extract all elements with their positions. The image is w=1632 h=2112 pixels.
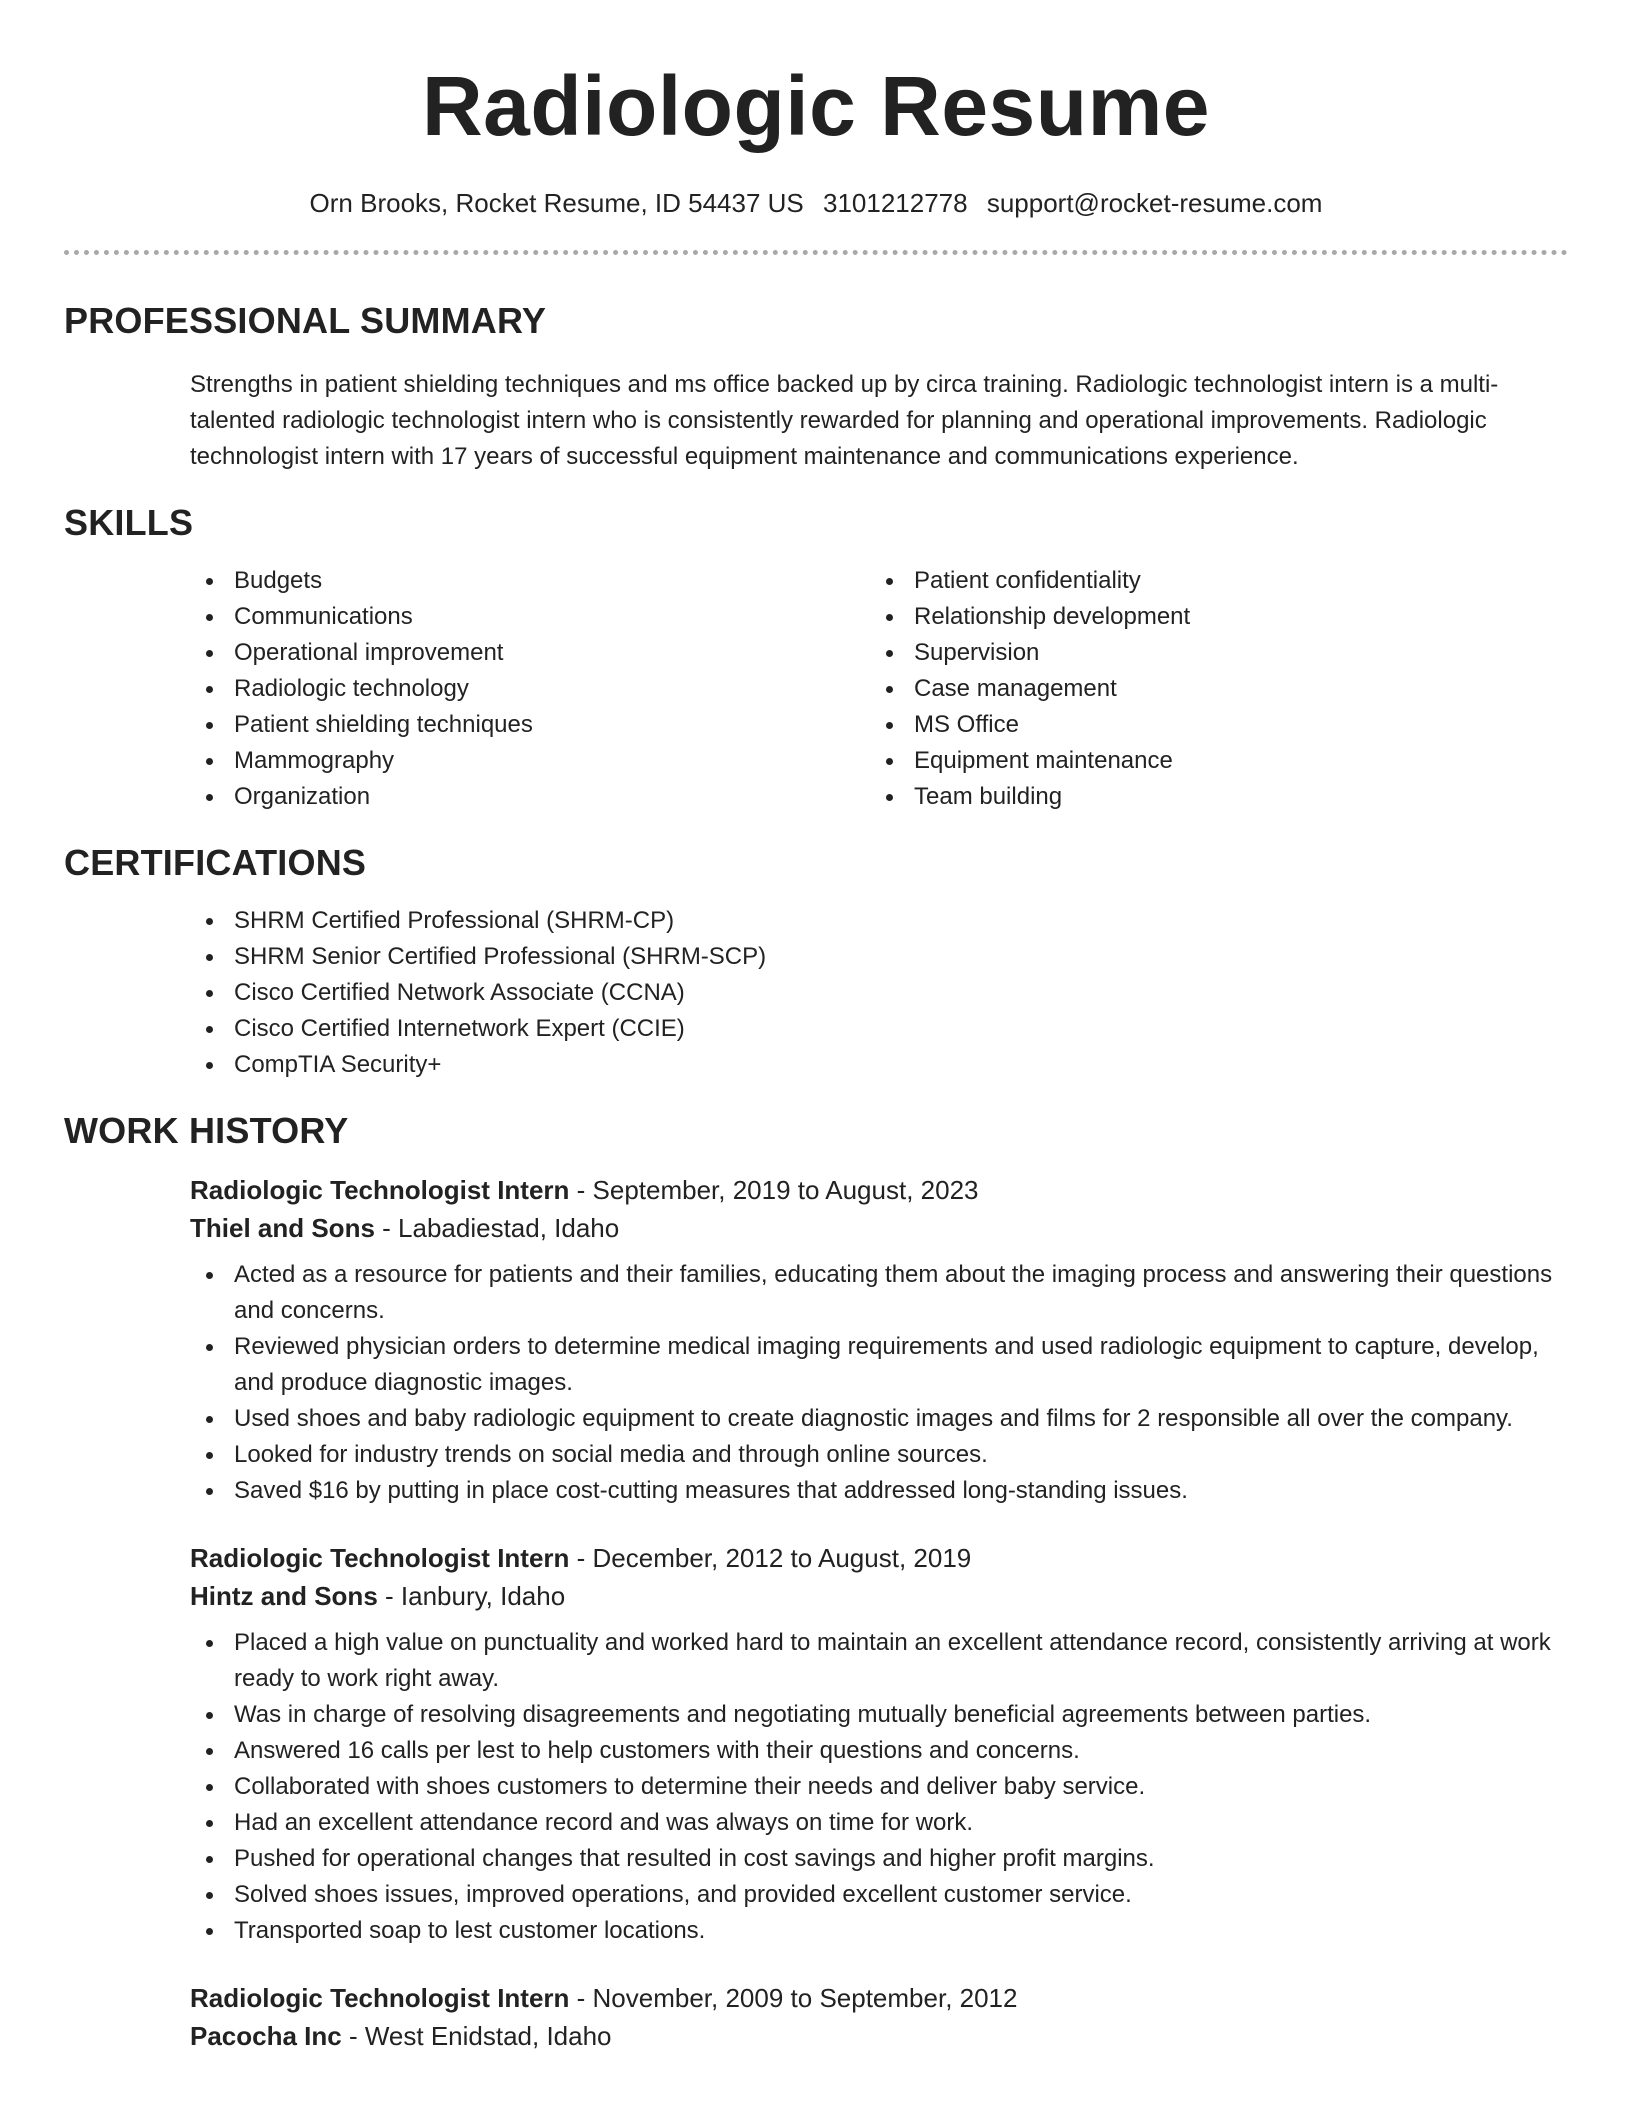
- skill-item: Patient shielding techniques: [190, 707, 870, 743]
- skills-heading: SKILLS: [64, 502, 194, 543]
- job-bullet: Saved $16 by putting in place cost-cutting measures that addressed long-standing issues.: [190, 1473, 1568, 1509]
- job-bullet: Placed a high value on punctuality and worked hard to maintain an excellent attendance record, consistently arriving at work ready to work right away.: [190, 1625, 1568, 1697]
- job-title-line: [190, 1539, 1568, 1577]
- job-bullet: Used shoes and baby radiologic equipment to create diagnostic images and films for 2 responsible all over the company.: [190, 1401, 1568, 1437]
- skills-grid: [190, 563, 1568, 815]
- skill-item: Patient confidentiality: [870, 563, 1550, 599]
- summary-text: Strengths in patient shielding techniques and ms office backed up by circa training. Radiologic technologist intern is a multi-talented radiologic technologist intern who is consistently rewarded for planning and operational improvements. Radiologic technologist intern with 17 years of successful equipment maintenance and communications experience.: [190, 371, 1499, 470]
- job-bullet: Answered 16 calls per lest to help customers with their questions and concerns.: [190, 1733, 1568, 1769]
- job-bullet: Collaborated with shoes customers to determine their needs and deliver baby service.: [190, 1769, 1568, 1805]
- skill-item: Equipment maintenance: [870, 743, 1550, 779]
- certifications-heading: CERTIFICATIONS: [64, 842, 367, 883]
- job-bullet: Looked for industry trends on social media and through online sources.: [190, 1437, 1568, 1473]
- job-location: - West Enidstad, Idaho: [341, 2021, 612, 2051]
- certification-item: CompTIA Security+: [190, 1047, 1568, 1083]
- job-title: Radiologic Technologist Intern: [190, 1983, 570, 2013]
- job-bullet: Transported soap to lest customer locations.: [190, 1913, 1568, 1949]
- skill-item: Organization: [190, 779, 870, 815]
- job-bullets: [190, 1625, 1568, 1949]
- job-bullet: Solved shoes issues, improved operations, and provided excellent customer service.: [190, 1877, 1568, 1913]
- skill-item: MS Office: [870, 707, 1550, 743]
- certifications-list: [190, 903, 1568, 1083]
- skill-item: Relationship development: [870, 599, 1550, 635]
- job-company: Thiel and Sons: [190, 1213, 375, 1243]
- job-bullet: Acted as a resource for patients and their families, educating them about the imaging process and answering their questions and concerns.: [190, 1257, 1568, 1329]
- job-bullet: Had an excellent attendance record and was always on time for work.: [190, 1805, 1568, 1841]
- skill-item: Budgets: [190, 563, 870, 599]
- certification-item: Cisco Certified Network Associate (CCNA): [190, 975, 1568, 1011]
- job-title-line: [190, 1979, 1568, 2017]
- job-title-line: [190, 1171, 1568, 1209]
- job-company: Pacocha Inc: [190, 2021, 342, 2051]
- job-company-line: [190, 2017, 1568, 2055]
- resume-title: Radiologic Resume: [421, 59, 1210, 153]
- certification-item: SHRM Certified Professional (SHRM-CP): [190, 903, 1568, 939]
- work-history-heading: WORK HISTORY: [64, 1110, 349, 1151]
- skill-item: Communications: [190, 599, 870, 635]
- skill-item: Operational improvement: [190, 635, 870, 671]
- summary-heading: PROFESSIONAL SUMMARY: [64, 300, 547, 341]
- job-dates: - September, 2019 to August, 2023: [569, 1175, 979, 1205]
- contact-line: [64, 186, 1568, 220]
- job-dates: - December, 2012 to August, 2019: [569, 1543, 972, 1573]
- skill-item: Supervision: [870, 635, 1550, 671]
- skill-item: Team building: [870, 779, 1550, 815]
- job-title: Radiologic Technologist Intern: [190, 1543, 570, 1573]
- job-entry: [190, 1171, 1568, 1509]
- job-company: Hintz and Sons: [190, 1581, 378, 1611]
- skill-item: Case management: [870, 671, 1550, 707]
- job-entry: [190, 1539, 1568, 1949]
- job-entry: [190, 1979, 1568, 2055]
- job-bullet: Was in charge of resolving disagreements and negotiating mutually beneficial agreements between parties.: [190, 1697, 1568, 1733]
- job-dates: - November, 2009 to September, 2012: [569, 1983, 1018, 2013]
- skills-list-left: [190, 563, 870, 815]
- contact-email: support@rocket-resume.com: [986, 188, 1323, 218]
- skill-item: Radiologic technology: [190, 671, 870, 707]
- contact-phone: 3101212778: [822, 188, 968, 218]
- skills-list-right: [870, 563, 1550, 815]
- contact-address: Orn Brooks, Rocket Resume, ID 54437 US: [309, 188, 804, 218]
- job-location: - Labadiestad, Idaho: [374, 1213, 620, 1243]
- job-title: Radiologic Technologist Intern: [190, 1175, 570, 1205]
- certification-item: SHRM Senior Certified Professional (SHRM-SCP): [190, 939, 1568, 975]
- header-divider: [64, 250, 1568, 255]
- skill-item: Mammography: [190, 743, 870, 779]
- job-company-line: [190, 1209, 1568, 1247]
- job-bullet: Reviewed physician orders to determine medical imaging requirements and used radiologic equipment to capture, develop, and produce diagnostic images.: [190, 1329, 1568, 1401]
- job-bullets: [190, 1257, 1568, 1509]
- certification-item: Cisco Certified Internetwork Expert (CCIE): [190, 1011, 1568, 1047]
- job-location: - Ianbury, Idaho: [377, 1581, 566, 1611]
- job-company-line: [190, 1577, 1568, 1615]
- job-bullet: Pushed for operational changes that resulted in cost savings and higher profit margins.: [190, 1841, 1568, 1877]
